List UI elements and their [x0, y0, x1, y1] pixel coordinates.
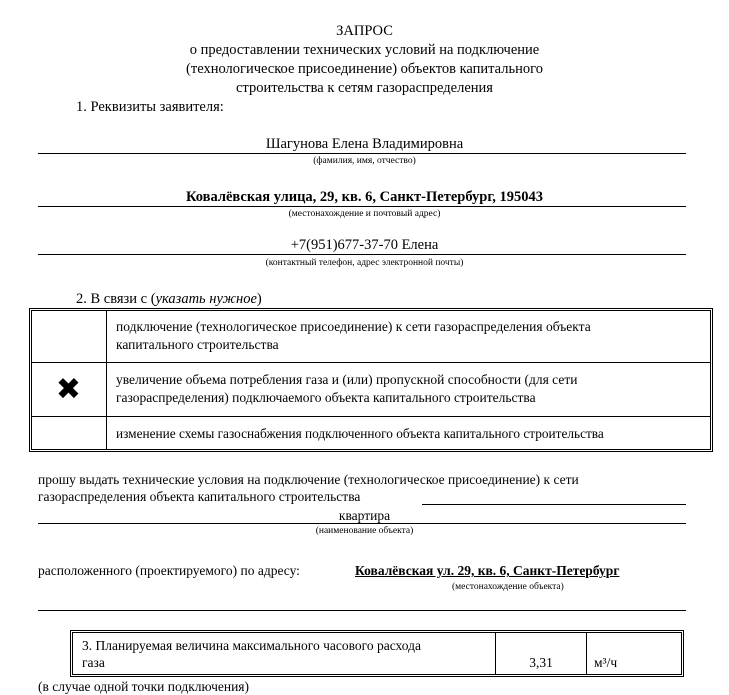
- document-title: ЗАПРОС: [336, 23, 393, 39]
- request-line2-underline: [422, 504, 686, 505]
- location-field[interactable]: Ковалёвская ул. 29, кв. 6, Санкт-Петербург: [355, 563, 620, 578]
- options-column-divider: [106, 310, 107, 450]
- location-underline: [38, 610, 686, 611]
- address-underline: [38, 206, 686, 207]
- title-line-3: (технологическое присоединение) объектов капитального: [186, 61, 543, 77]
- options-row-divider-2: [31, 416, 711, 417]
- request-text-line2: газораспределения объекта капитального строительства: [38, 489, 361, 504]
- option2-checkbox[interactable]: ✖: [55, 372, 82, 407]
- name-underline: [38, 153, 686, 154]
- option2-text-line1: увеличение объема потребления газа и (или) пропускной способности (для сети: [116, 372, 578, 387]
- option1-checkbox[interactable]: [32, 312, 105, 361]
- footer-note: (в случае одной точки подключения): [38, 679, 250, 694]
- gas-consumption-value[interactable]: 3,31: [529, 655, 553, 670]
- option3-text-line1: изменение схемы газоснабжения подключенного объекта капитального строительства: [116, 426, 604, 441]
- gas-consumption-unit: м³/ч: [594, 655, 618, 670]
- options-row-divider-1: [31, 362, 711, 363]
- contact-underline: [38, 254, 686, 255]
- title-line-4: строительства к сетям газораспределения: [236, 80, 493, 96]
- gas-consumption-label-line1: 3. Планируемая величина максимального часового расхода: [82, 638, 421, 653]
- location-label: расположенного (проектируемого) по адресу:: [38, 563, 300, 578]
- gas-consumption-label-line2: газа: [82, 655, 105, 670]
- option2-text-line2: газораспределения) подключаемого объекта капитального строительства: [116, 390, 536, 405]
- option1-text-line2: капитального строительства: [116, 337, 279, 352]
- applicant-address-field[interactable]: Ковалёвская улица, 29, кв. 6, Санкт-Петербург, 195043: [185, 189, 544, 205]
- name-caption: (фамилия, имя, отчество): [313, 156, 416, 166]
- gas-table-divider-2: [586, 632, 587, 675]
- contact-caption: (контактный телефон, адрес электронной почты): [265, 258, 464, 268]
- address-caption: (местонахождение и почтовый адрес): [288, 209, 441, 219]
- title-line-2: о предоставлении технических условий на подключение: [189, 42, 540, 58]
- object-caption: (наименование объекта): [315, 526, 414, 536]
- applicant-contact-field[interactable]: +7(951)677-37-70 Елена: [290, 237, 439, 253]
- request-text-line1: прошу выдать технические условия на подключение (технологическое присоединение) к сети: [38, 472, 579, 487]
- section1-heading: 1. Реквизиты заявителя:: [76, 99, 224, 115]
- location-caption: (местонахождение объекта): [452, 582, 564, 592]
- object-underline: [38, 523, 686, 524]
- applicant-name-field[interactable]: Шагунова Елена Владимировна: [265, 136, 464, 152]
- object-name-field[interactable]: квартира: [338, 508, 391, 523]
- option1-text-line1: подключение (технологическое присоединение) к сети газораспределения объекта: [116, 319, 591, 334]
- section2-heading: 2. В связи с (указать нужное): [76, 291, 262, 307]
- option3-checkbox[interactable]: [32, 418, 105, 449]
